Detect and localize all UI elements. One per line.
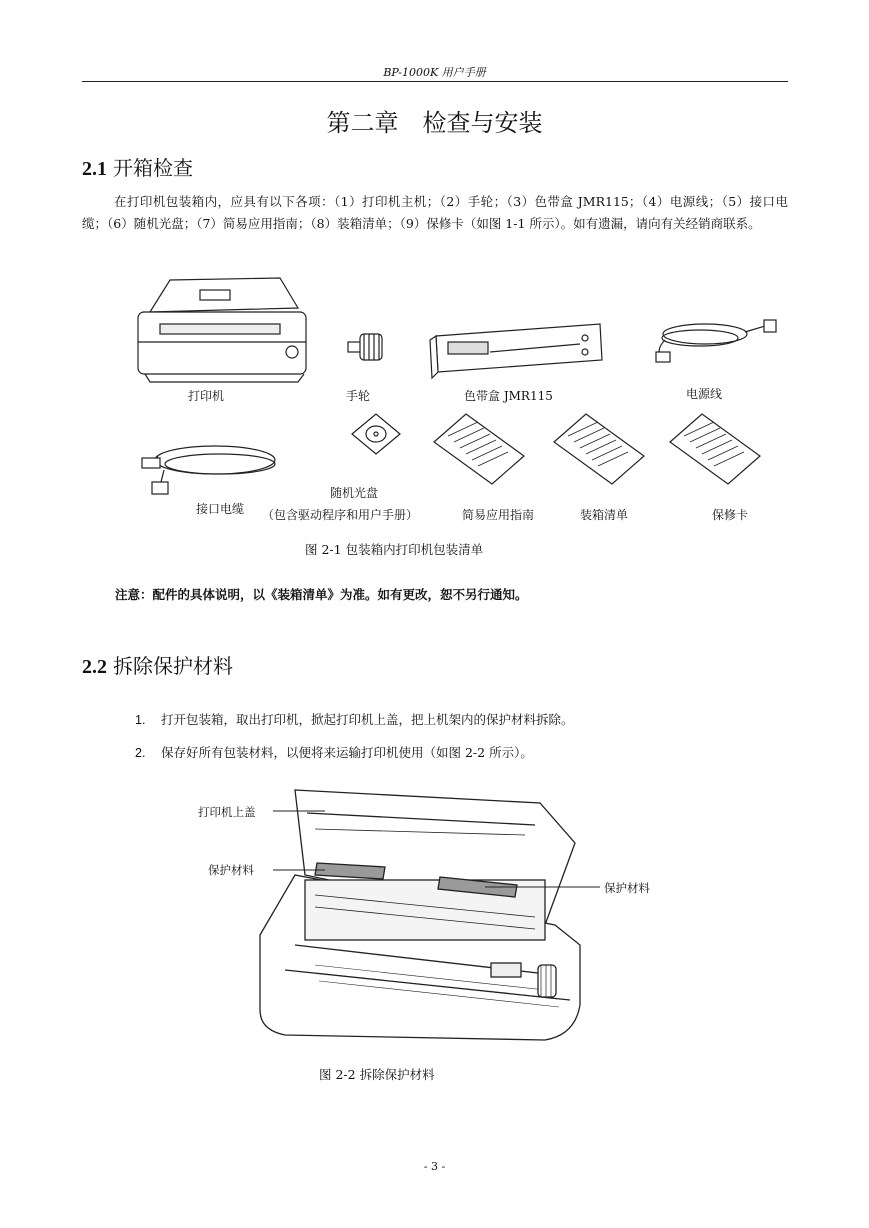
section-number: 2.2 xyxy=(82,656,107,678)
warranty-illustration xyxy=(670,414,760,484)
power-cord-illustration xyxy=(656,320,776,362)
section-number: 2.1 xyxy=(82,158,107,180)
cd-illustration xyxy=(352,414,400,454)
chapter-title: 第二章 检查与安装 xyxy=(326,109,543,137)
callout-protect-right: 保护材料 xyxy=(604,881,650,895)
step-text: 打开包装箱，取出打印机，掀起打印机上盖，把上机架内的保护材料拆除。 xyxy=(161,712,574,727)
page-number: - 3 - xyxy=(423,1160,446,1173)
ribbon-illustration xyxy=(430,324,602,378)
item-packing-list-label: 装箱清单 xyxy=(580,508,629,522)
intro-paragraph: 在打印机包装箱内，应具有以下各项：（1）打印机主机；（2）手轮；（3）色带盒 JMR115；（4）电源线；（5）接口电缆；（6）随机光盘；（7）简易应用指南；（8）装箱清单；（9）保修卡（如图 1-1 所示）。如有遗漏，请向有关经销商联系。 xyxy=(82,194,788,231)
header-rule xyxy=(82,81,788,82)
figure-2-1-caption: 图 2-1 包装箱内打印机包装清单 xyxy=(305,542,484,557)
callout-top-cover: 打印机上盖 xyxy=(198,805,256,819)
section-title: 开箱检查 xyxy=(113,156,193,180)
item-knob-label: 手轮 xyxy=(346,389,371,403)
page-header: BP-1000K 用户手册 xyxy=(383,66,486,79)
packing-list-illustration xyxy=(554,414,644,484)
section-title: 拆除保护材料 xyxy=(113,654,233,678)
item-guide-label: 简易应用指南 xyxy=(462,508,535,522)
note-text: 注意：配件的具体说明，以《装箱清单》为准。如有更改，恕不另行通知。 xyxy=(115,587,528,602)
figure-2-2-illustration xyxy=(255,785,595,1050)
printer-illustration xyxy=(138,278,306,382)
knob-illustration xyxy=(348,334,382,360)
item-warranty-label: 保修卡 xyxy=(712,508,749,522)
item-cd-sublabel: （包含驱动程序和用户手册） xyxy=(262,508,419,522)
step-number: 1. xyxy=(135,713,146,727)
section-heading-2-2 xyxy=(82,650,233,679)
item-ribbon-label: 色带盒 JMR115 xyxy=(464,389,553,403)
section-heading-2-1 xyxy=(82,152,193,181)
step-text: 保存好所有包装材料，以便将来运输打印机使用（如图 2-2 所示）。 xyxy=(161,745,533,760)
figure-2-2-caption: 图 2-2 拆除保护材料 xyxy=(319,1067,435,1082)
interface-cable-illustration xyxy=(142,446,275,494)
item-printer-label: 打印机 xyxy=(188,389,225,403)
step-number: 2. xyxy=(135,746,146,760)
item-power-cord-label: 电源线 xyxy=(686,387,723,401)
item-cable-label: 接口电缆 xyxy=(196,502,245,516)
step-item xyxy=(135,710,574,728)
callout-protect-left: 保护材料 xyxy=(208,863,254,877)
item-cd-label: 随机光盘 xyxy=(330,486,379,500)
guide-illustration xyxy=(434,414,524,484)
step-item xyxy=(135,743,533,761)
